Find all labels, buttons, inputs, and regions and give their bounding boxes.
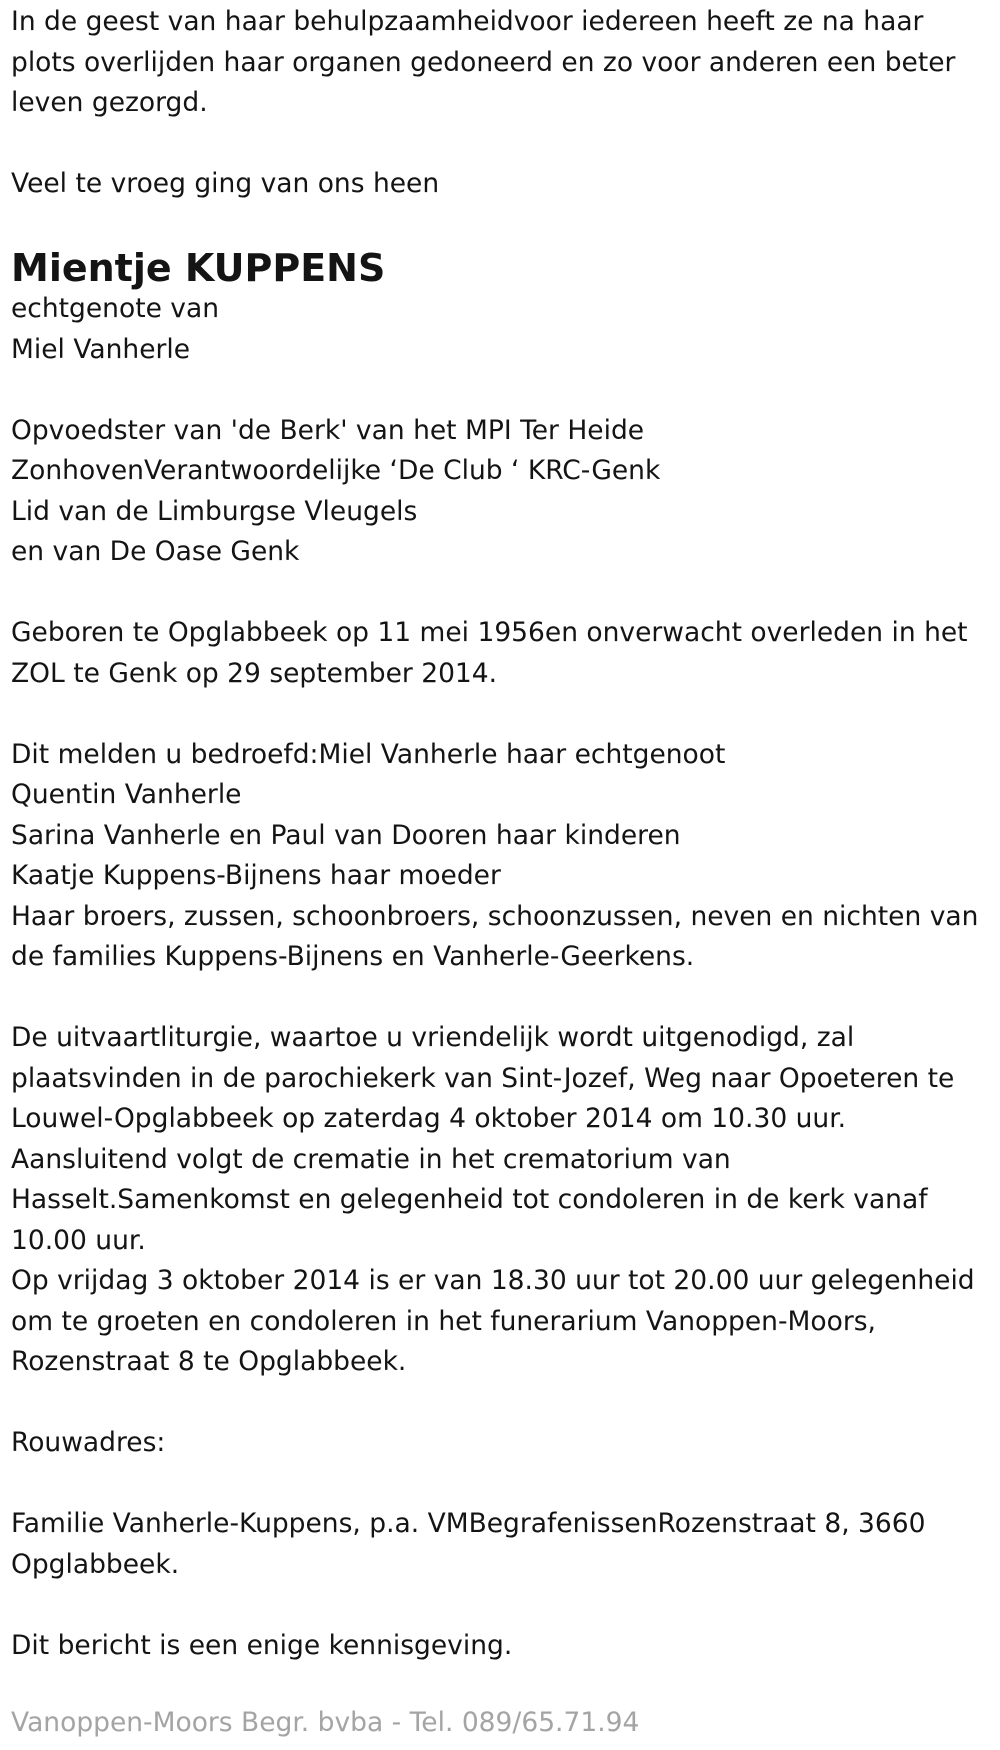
role-line: Lid van de Limburgse Vleugels [11, 495, 418, 527]
family-paragraph [11, 735, 996, 978]
family-line: Sarina Vanherle en Paul van Dooren haar kinderen [11, 819, 681, 851]
address-line: Familie Vanherle-Kuppens, p.a. VMBegrafenissenRozenstraat 8, 3660 [11, 1508, 926, 1539]
ceremony-line: plaatsvinden in de parochiekerk van Sint-Jozef, Weg naar Opoeteren te [11, 1062, 955, 1094]
birth-death-line: ZOL te Genk op 29 september 2014. [11, 657, 498, 689]
ceremony-line: De uitvaartliturgie, waartoe u vriendelijk wordt uitgenodigd, zal [11, 1022, 855, 1053]
deceased-name: Mientje KUPPENS [11, 246, 386, 290]
roles-paragraph [11, 411, 996, 573]
family-line: Haar broers, zussen, schoonbroers, schoonzussen, neven en nichten van [11, 900, 979, 932]
ceremony-line: 10.00 uur. [11, 1224, 146, 1256]
obituary-document [11, 2, 996, 1666]
intro-line: In de geest van haar behulpzaamheidvoor iedereen heeft ze na haar [11, 6, 924, 37]
intro-line: leven gezorgd. [11, 87, 208, 118]
relation-line: echtgenote van [11, 293, 220, 324]
role-line: Opvoedster van 'de Berk' van het MPI Ter Heide [11, 414, 645, 446]
role-line: ZonhovenVerantwoordelijke ‘De Club ‘ KRC-Genk [11, 455, 661, 486]
ceremony-line: Aansluitend volgt de crematie in het crematorium van [11, 1143, 731, 1175]
ceremony-line: Hasselt.Samenkomst en gelegenheid tot condoleren in de kerk vanaf [11, 1184, 928, 1215]
family-line: Quentin Vanherle [11, 779, 242, 810]
mourning-address-label: Rouwadres: [11, 1427, 166, 1458]
family-line: Dit melden u bedroefd:Miel Vanherle haar echtgenoot [11, 738, 726, 770]
family-line: de families Kuppens-Bijnens en Vanherle-Geerkens. [11, 941, 695, 972]
funeral-home-footer: Vanoppen-Moors Begr. bvba - Tel. 089/65.71.94 [11, 1707, 640, 1738]
intro-line: plots overlijden haar organen gedoneerd en zo voor anderen een beter [11, 46, 956, 78]
ceremony-line: Rozenstraat 8 te Opglabbeek. [11, 1346, 407, 1377]
family-line: Kaatje Kuppens-Bijnens haar moeder [11, 860, 501, 891]
ceremony-line: Op vrijdag 3 oktober 2014 is er van 18.30 uur tot 20.00 uur gelegenheid [11, 1265, 975, 1296]
mourning-address [11, 1504, 996, 1585]
ceremony-line: Louwel-Opglabbeek op zaterdag 4 oktober 2014 om 10.30 uur. [11, 1103, 847, 1134]
role-line: en van De Oase Genk [11, 536, 300, 567]
intro-paragraph [11, 2, 996, 124]
birth-death-paragraph [11, 613, 996, 694]
ceremony-line: om te groeten en condoleren in het funerarium Vanoppen-Moors, [11, 1305, 876, 1337]
ceremony-paragraph [11, 1018, 996, 1383]
spouse-name: Miel Vanherle [11, 333, 191, 365]
notice-text: Dit bericht is een enige kennisgeving. [11, 1629, 513, 1661]
announcement-text: Veel te vroeg ging van ons heen [11, 168, 440, 199]
birth-death-line: Geboren te Opglabbeek op 11 mei 1956en onverwacht overleden in het [11, 617, 968, 648]
address-line: Opglabbeek. [11, 1548, 180, 1580]
